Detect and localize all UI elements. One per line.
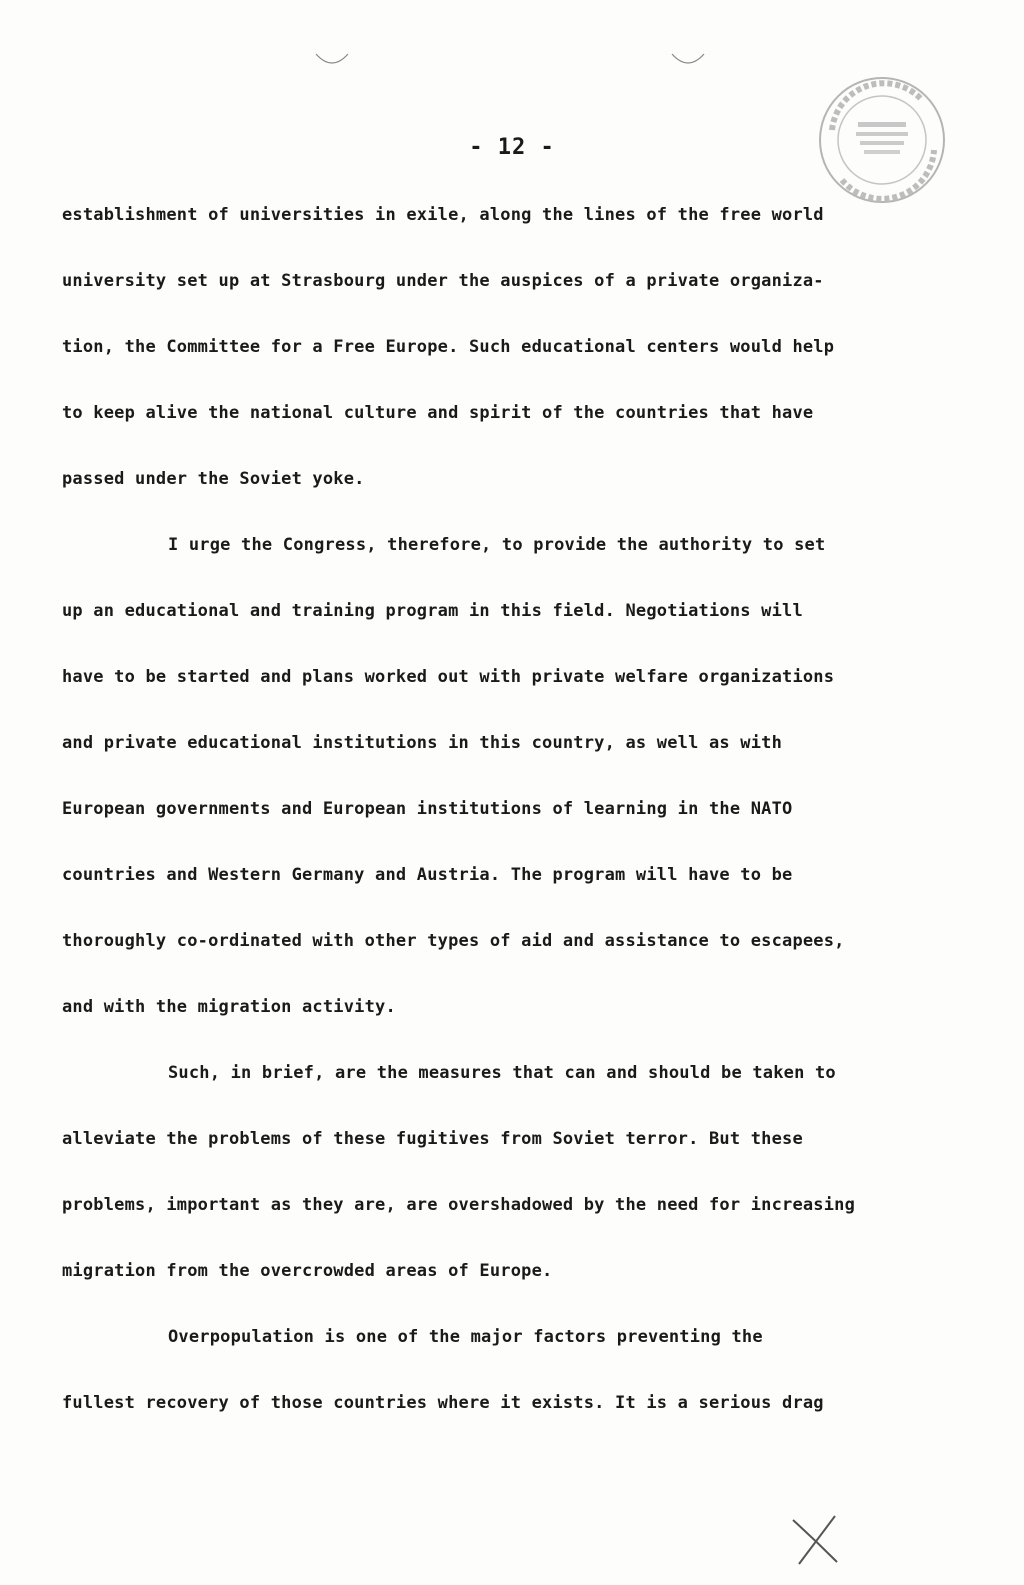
text-line: Overpopulation is one of the major factors preventing the <box>168 1327 763 1347</box>
text-line: have to be started and plans worked out with private welfare organizations <box>62 667 835 687</box>
text-line: thoroughly co-ordinated with other types of aid and assistance to escapees, <box>62 931 845 951</box>
text-line: Such, in brief, are the measures that can and should be taken to <box>168 1063 836 1083</box>
text-line: up an educational and training program in this field. Negotiations will <box>62 601 803 621</box>
page-number: - 12 - <box>469 135 555 160</box>
text-line: migration from the overcrowded areas of Europe. <box>62 1261 553 1281</box>
text-line: university set up at Strasbourg under the auspices of a private organiza- <box>62 271 824 291</box>
text-line: and private educational institutions in this country, as well as with <box>62 733 783 753</box>
text-line: establishment of universities in exile, along the lines of the free world <box>62 205 824 225</box>
text-line: fullest recovery of those countries where it exists. It is a serious drag <box>62 1393 824 1413</box>
text-line: European governments and European institutions of learning in the NATO <box>62 799 793 819</box>
text-line: I urge the Congress, therefore, to provide the authority to set <box>168 535 826 555</box>
body-text <box>62 198 882 1452</box>
text-line: and with the migration activity. <box>62 997 396 1017</box>
text-line: passed under the Soviet yoke. <box>62 469 365 489</box>
text-line: to keep alive the national culture and spirit of the countries that have <box>62 403 814 423</box>
text-line: problems, important as they are, are overshadowed by the need for increasing <box>62 1195 856 1215</box>
punch-mark-left <box>312 50 352 70</box>
handwritten-x-mark <box>785 1510 845 1570</box>
text-line: alleviate the problems of these fugitives from Soviet terror. But these <box>62 1129 803 1149</box>
text-line: countries and Western Germany and Austria. The program will have to be <box>62 865 793 885</box>
punch-mark-right <box>668 50 708 70</box>
text-line: tion, the Committee for a Free Europe. Such educational centers would help <box>62 337 835 357</box>
